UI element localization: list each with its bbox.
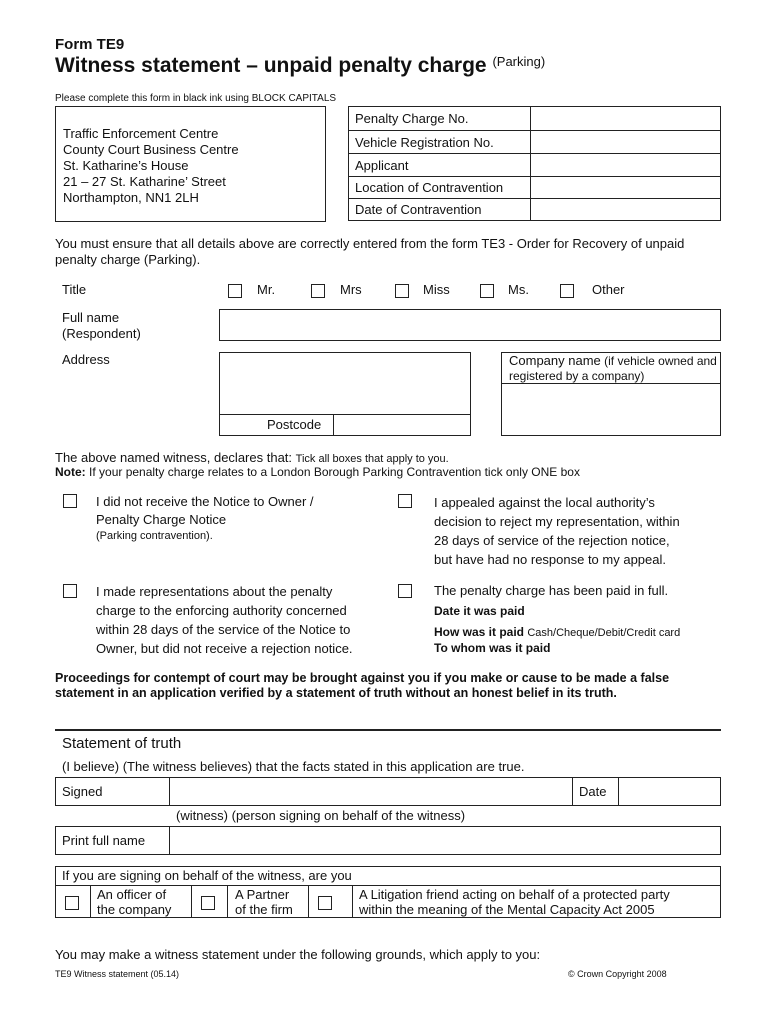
- litigation-friend-label: [359, 887, 670, 917]
- divider: [191, 885, 192, 917]
- reference-table: [348, 106, 721, 221]
- title-other-label: Other: [592, 282, 625, 297]
- vehicle-reg-field[interactable]: [531, 131, 721, 154]
- table-row: [349, 177, 721, 199]
- declares-note: [55, 465, 580, 479]
- postcode-label: Postcode: [267, 417, 322, 432]
- note-label: Note:: [55, 465, 86, 479]
- company-name-box[interactable]: [501, 352, 721, 436]
- title-mr-checkbox[interactable]: [228, 284, 242, 298]
- date-contravention-field[interactable]: [531, 199, 721, 221]
- option-not-received-checkbox[interactable]: [63, 494, 77, 508]
- company-name-label: [509, 353, 717, 384]
- full-name-label-line1: Full name: [62, 310, 120, 325]
- full-name-label: [62, 310, 141, 342]
- contempt-warning: Proceedings for contempt of court may be brought against you if you make or cause to be made a false statement in an application verified by a statement of truth without an honest belief in its truth.: [55, 671, 670, 700]
- litigation-friend-checkbox[interactable]: [318, 896, 332, 910]
- divider: [90, 885, 91, 917]
- option-appealed-checkbox[interactable]: [398, 494, 412, 508]
- company-label-note: (if vehicle owned and registered by a company): [509, 354, 717, 383]
- page-title-text: Witness statement – unpaid penalty charge: [55, 54, 487, 77]
- option-line: Penalty Charge Notice: [96, 512, 227, 527]
- behalf-box: [55, 866, 721, 918]
- option-line: charge to the enforcing authority concerned: [96, 603, 347, 618]
- table-row: [349, 107, 721, 131]
- title-other-checkbox[interactable]: [560, 284, 574, 298]
- officer-checkbox[interactable]: [65, 896, 79, 910]
- note-text: If your penalty charge relates to a London Borough Parking Contravention tick only ONE box: [89, 465, 580, 479]
- partner-label: [235, 887, 293, 917]
- section-divider: [55, 729, 721, 731]
- how-paid-options: Cash/Cheque/Debit/Credit card: [527, 627, 681, 639]
- declares-intro-small: Tick all boxes that apply to you.: [295, 453, 449, 465]
- option-not-received-text: [96, 493, 314, 543]
- full-name-input[interactable]: [219, 309, 721, 341]
- print-name-row: [55, 826, 721, 855]
- title-mr-label: Mr.: [257, 282, 276, 297]
- label-line: A Partner: [235, 887, 290, 902]
- table-row: [349, 199, 721, 221]
- title-mrs-label: Mrs: [340, 282, 362, 297]
- label-line: of the firm: [235, 902, 293, 917]
- company-label-text: Company name: [509, 353, 601, 368]
- vehicle-reg-label: Vehicle Registration No.: [349, 131, 531, 154]
- label-line: the company: [97, 902, 172, 917]
- divider: [227, 885, 228, 917]
- footer-copyright: © Crown Copyright 2008: [568, 969, 667, 979]
- label-line: A Litigation friend acting on behalf of a protected party: [359, 887, 670, 902]
- option-line: (Parking contravention).: [96, 530, 213, 542]
- label-line: within the meaning of the Mental Capacity Act 2005: [359, 902, 655, 917]
- address-input[interactable]: [219, 352, 471, 436]
- how-paid: [434, 625, 680, 639]
- divider: [352, 885, 353, 917]
- penalty-charge-label: Penalty Charge No.: [349, 107, 531, 131]
- footer-form-ref: TE9 Witness statement (05.14): [55, 969, 180, 979]
- applicant-field[interactable]: [531, 154, 721, 177]
- option-appealed-text: [434, 493, 680, 569]
- page-title: [55, 54, 545, 78]
- location-label: Location of Contravention: [349, 177, 531, 199]
- applicant-label: Applicant: [349, 154, 531, 177]
- option-line: 28 days of service of the rejection notice,: [434, 533, 670, 548]
- ensure-note: You must ensure that all details above are correctly entered from the form TE3 - Order for Recovery of unpaid penalty charge (Parking).: [55, 236, 685, 267]
- option-line: decision to reject my representation, within: [434, 514, 680, 529]
- option-line: Owner, but did not receive a rejection notice.: [96, 641, 353, 656]
- date-field[interactable]: [619, 778, 720, 805]
- print-name-field[interactable]: [170, 827, 720, 854]
- truth-belief: (I believe) (The witness believes) that the facts stated in this application are true.: [62, 759, 525, 774]
- signature-field[interactable]: [170, 778, 572, 805]
- title-mrs-checkbox[interactable]: [311, 284, 325, 298]
- option-line: I made representations about the penalty: [96, 584, 333, 599]
- court-address: [63, 126, 239, 206]
- option-paid-checkbox[interactable]: [398, 584, 412, 598]
- court-address-box: [55, 106, 326, 222]
- postcode-divider-v: [333, 414, 334, 435]
- label-line: An officer of: [97, 887, 167, 902]
- signed-label: Signed: [62, 784, 103, 799]
- date-paid-label: Date it was paid: [434, 604, 525, 618]
- date-contravention-label: Date of Contravention: [349, 199, 531, 221]
- title-label: Title: [62, 282, 87, 297]
- address-line: County Court Business Centre: [63, 142, 239, 157]
- how-paid-label: How was it paid: [434, 625, 525, 639]
- page-title-suffix: (Parking): [492, 54, 546, 69]
- instruction-text: Please complete this form in black ink using BLOCK CAPITALS: [55, 93, 337, 104]
- option-line: I did not receive the Notice to Owner /: [96, 494, 314, 509]
- title-miss-label: Miss: [423, 282, 450, 297]
- option-representations-checkbox[interactable]: [63, 584, 77, 598]
- title-ms-checkbox[interactable]: [480, 284, 494, 298]
- postcode-divider: [220, 414, 470, 415]
- divider: [56, 885, 720, 886]
- penalty-charge-field[interactable]: [531, 107, 721, 131]
- address-label: Address: [62, 352, 110, 367]
- grounds-text: You may make a witness statement under the following grounds, which apply to you:: [55, 947, 541, 962]
- officer-label: [97, 887, 171, 917]
- signed-row: [55, 777, 721, 806]
- option-line: but have had no response to my appeal.: [434, 552, 666, 567]
- title-miss-checkbox[interactable]: [395, 284, 409, 298]
- option-line: I appealed against the local authority’s: [434, 495, 655, 510]
- table-row: [349, 131, 721, 154]
- witness-note: (witness) (person signing on behalf of the witness): [176, 808, 466, 823]
- option-paid-text: The penalty charge has been paid in full.: [434, 583, 669, 598]
- address-line: Traffic Enforcement Centre: [63, 126, 219, 141]
- table-row: [349, 154, 721, 177]
- address-line: 21 – 27 St. Katharine’ Street: [63, 174, 226, 189]
- declares-intro-text: The above named witness, declares that:: [55, 450, 293, 465]
- title-ms-label: Ms.: [508, 282, 529, 297]
- option-line: within 28 days of the service of the Notice to: [96, 622, 351, 637]
- full-name-label-line2: (Respondent): [62, 326, 141, 341]
- divider: [308, 885, 309, 917]
- date-label: Date: [579, 784, 607, 799]
- location-field[interactable]: [531, 177, 721, 199]
- form-number: Form TE9: [55, 36, 125, 53]
- truth-heading: Statement of truth: [62, 735, 182, 752]
- to-whom-label: To whom was it paid: [434, 641, 551, 655]
- address-line: Northampton, NN1 2LH: [63, 190, 199, 205]
- option-representations-text: [96, 582, 353, 658]
- divider: [572, 778, 573, 805]
- print-name-label: Print full name: [62, 833, 146, 848]
- address-line: St. Katharine’s House: [63, 158, 189, 173]
- behalf-question: If you are signing on behalf of the witness, are you: [62, 868, 352, 883]
- partner-checkbox[interactable]: [201, 896, 215, 910]
